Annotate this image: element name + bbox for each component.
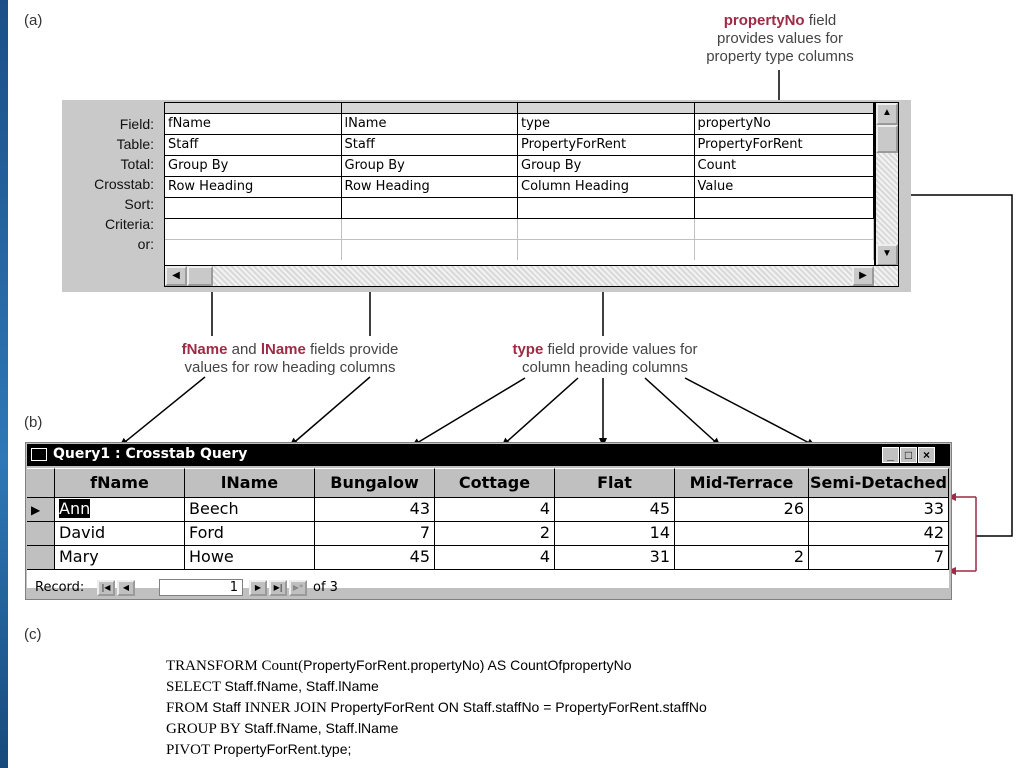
qbe-label-table: Table: bbox=[116, 136, 154, 152]
record-count: of 3 bbox=[313, 580, 338, 595]
window-title: Query1 : Crosstab Query bbox=[53, 446, 248, 462]
cell-cottage[interactable]: 4 bbox=[435, 546, 555, 569]
cell-lname[interactable]: Ford bbox=[185, 522, 315, 545]
scroll-down-arrow-icon[interactable]: ▼ bbox=[876, 244, 898, 266]
current-record-arrow-icon: ▶ bbox=[31, 503, 41, 517]
sql-line-transform: TRANSFORM Count(PropertyForRent.propertyNo) AS CountOfpropertyNo bbox=[166, 657, 632, 674]
column-header-bungalow[interactable]: Bungalow bbox=[315, 468, 435, 497]
qbe-cell-table[interactable]: PropertyForRent bbox=[518, 135, 695, 155]
qbe-label-total: Total: bbox=[120, 156, 154, 172]
table-row bbox=[27, 522, 949, 546]
table-row bbox=[27, 546, 949, 570]
previous-record-icon[interactable]: ◀ bbox=[117, 580, 135, 596]
cell-flat[interactable]: 14 bbox=[555, 522, 675, 545]
qbe-cell-table[interactable]: PropertyForRent bbox=[695, 135, 875, 155]
cell-fname[interactable]: Mary bbox=[55, 546, 185, 569]
last-record-icon[interactable]: ▶| bbox=[269, 580, 287, 596]
datasheet-icon bbox=[31, 448, 47, 461]
cell-mid-terrace[interactable] bbox=[675, 522, 809, 545]
qbe-cell-table[interactable]: Staff bbox=[342, 135, 519, 155]
record-selector[interactable] bbox=[27, 546, 55, 569]
panel-label-b: (b) bbox=[24, 414, 43, 431]
qbe-cell-crosstab[interactable]: Row Heading bbox=[342, 177, 519, 197]
qbe-cell-crosstab[interactable]: Row Heading bbox=[165, 177, 342, 197]
cell-flat[interactable]: 45 bbox=[555, 498, 675, 521]
close-icon[interactable]: × bbox=[918, 447, 935, 463]
annotation-propertyno: propertyNo field provides values for property type columns bbox=[706, 12, 854, 65]
cell-lname[interactable]: Howe bbox=[185, 546, 315, 569]
new-record-icon[interactable]: ▶* bbox=[289, 580, 307, 596]
cell-bungalow[interactable]: 45 bbox=[315, 546, 435, 569]
qbe-cell-field[interactable]: propertyNo bbox=[695, 114, 875, 134]
datasheet-grid bbox=[27, 468, 949, 588]
sql-line-select: SELECT Staff.fName, Staff.lName bbox=[166, 678, 379, 695]
select-all-corner[interactable] bbox=[27, 468, 55, 497]
qbe-label-sort: Sort: bbox=[124, 196, 154, 212]
selected-cell-text: Ann bbox=[59, 499, 91, 518]
sql-line-groupby: GROUP BY Staff.fName, Staff.lName bbox=[166, 720, 399, 737]
qbe-cell-field[interactable]: lName bbox=[342, 114, 519, 134]
record-selector[interactable] bbox=[27, 522, 55, 545]
scroll-right-arrow-icon[interactable]: ▶ bbox=[852, 266, 874, 286]
cell-bungalow[interactable]: 43 bbox=[315, 498, 435, 521]
column-header-lname[interactable]: lName bbox=[185, 468, 315, 497]
cell-fname[interactable] bbox=[55, 498, 185, 521]
qbe-cell-total[interactable]: Group By bbox=[518, 156, 695, 176]
qbe-cell-table[interactable]: Staff bbox=[165, 135, 342, 155]
cell-bungalow[interactable]: 7 bbox=[315, 522, 435, 545]
qbe-cell-crosstab[interactable]: Value bbox=[695, 177, 875, 197]
next-record-icon[interactable]: ▶ bbox=[249, 580, 267, 596]
sql-line-pivot: PIVOT PropertyForRent.type; bbox=[166, 741, 352, 758]
column-header-semi-detached[interactable]: Semi-Detached bbox=[809, 468, 949, 497]
column-header-flat[interactable]: Flat bbox=[555, 468, 675, 497]
qbe-label-crosstab: Crosstab: bbox=[94, 176, 154, 192]
qbe-cell-total[interactable]: Count bbox=[695, 156, 875, 176]
cell-semi-detached[interactable]: 33 bbox=[809, 498, 949, 521]
qbe-cell-total[interactable]: Group By bbox=[165, 156, 342, 176]
cell-lname[interactable]: Beech bbox=[185, 498, 315, 521]
window-titlebar[interactable] bbox=[27, 444, 950, 466]
scroll-left-arrow-icon[interactable]: ◀ bbox=[165, 266, 187, 286]
scroll-up-arrow-icon[interactable]: ▲ bbox=[876, 103, 898, 125]
qbe-cell-total[interactable]: Group By bbox=[342, 156, 519, 176]
record-number-input[interactable]: 1 bbox=[159, 579, 243, 596]
record-navigation-bar bbox=[27, 577, 949, 599]
record-selector-current[interactable] bbox=[27, 498, 55, 521]
datasheet-header bbox=[27, 468, 949, 498]
record-label: Record: bbox=[35, 580, 85, 595]
first-record-icon[interactable]: |◀ bbox=[97, 580, 115, 596]
annotation-row-headings: fName and lName fields provide values for row heading columns bbox=[181, 341, 399, 376]
cell-mid-terrace[interactable]: 2 bbox=[675, 546, 809, 569]
sql-line-from: FROM Staff INNER JOIN PropertyForRent ON Staff.staffNo = PropertyForRent.staffNo bbox=[166, 699, 707, 716]
qbe-label-field: Field: bbox=[119, 116, 154, 132]
cell-cottage[interactable]: 4 bbox=[435, 498, 555, 521]
minimize-icon[interactable]: _ bbox=[882, 447, 899, 463]
cell-mid-terrace[interactable]: 26 bbox=[675, 498, 809, 521]
cell-cottage[interactable]: 2 bbox=[435, 522, 555, 545]
annotation-column-headings: type field provide values for column heading columns bbox=[512, 341, 698, 376]
column-header-cottage[interactable]: Cottage bbox=[435, 468, 555, 497]
qbe-label-or: or: bbox=[137, 236, 154, 252]
crosstab-query-window bbox=[25, 442, 952, 600]
qbe-cell-field[interactable]: fName bbox=[165, 114, 342, 134]
table-row bbox=[27, 498, 949, 522]
qbe-label-criteria: Criteria: bbox=[104, 216, 154, 232]
qbe-cell-field[interactable]: type bbox=[518, 114, 695, 134]
sql-statement bbox=[166, 655, 707, 760]
column-header-fname[interactable]: fName bbox=[55, 468, 185, 497]
panel-label-a: (a) bbox=[24, 12, 43, 29]
cell-flat[interactable]: 31 bbox=[555, 546, 675, 569]
cell-semi-detached[interactable]: 42 bbox=[809, 522, 949, 545]
column-header-mid-terrace[interactable]: Mid-Terrace bbox=[675, 468, 809, 497]
panel-label-c: (c) bbox=[24, 626, 42, 643]
cell-fname[interactable]: David bbox=[55, 522, 185, 545]
qbe-cell-crosstab[interactable]: Column Heading bbox=[518, 177, 695, 197]
maximize-icon[interactable]: □ bbox=[900, 447, 917, 463]
cell-semi-detached[interactable]: 7 bbox=[809, 546, 949, 569]
